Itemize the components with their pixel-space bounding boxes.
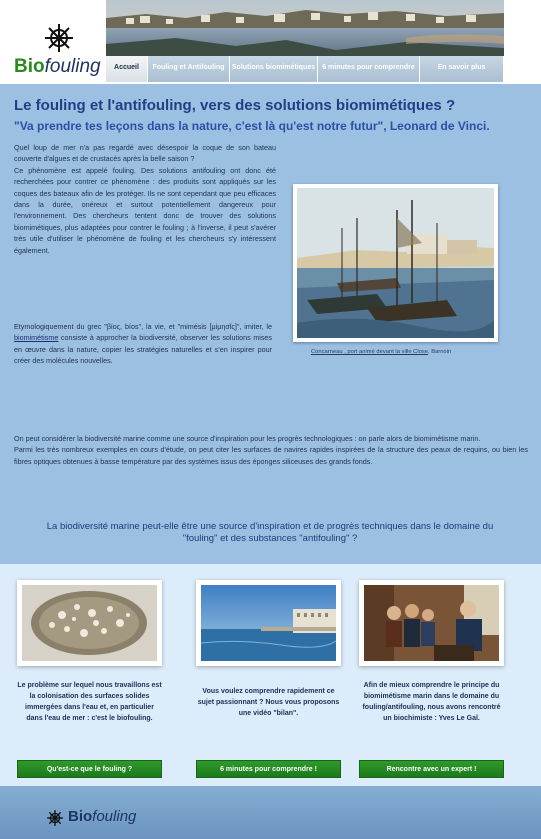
nav-accueil[interactable]: Accueil xyxy=(106,56,148,82)
card-expert-text: Afin de mieux comprendre le principe du biomimétisme marin dans le domaine du fouling/antifouling, nous avons rencontré un biochimiste : Yves Le Gal. xyxy=(362,682,501,722)
brand-name xyxy=(14,56,101,78)
header-harbour-photo xyxy=(106,0,504,56)
main-navigation xyxy=(106,56,504,82)
biomimetisme-link[interactable]: biomimétisme xyxy=(14,333,59,343)
site-logo[interactable] xyxy=(0,0,106,84)
card-fouling-button[interactable]: Qu'est-ce que le fouling ? xyxy=(17,760,162,778)
card-video-text: Vous voulez comprendre rapidement ce sujet passionnant ? Nous vous proposons une vidéo "bilan". xyxy=(197,688,340,717)
intro-paragraph xyxy=(14,142,276,256)
marine-biodiversity-paragraph xyxy=(14,433,528,467)
nav-6-minutes[interactable]: 6 minutes pour comprendre xyxy=(318,56,420,82)
brand-fouling: fouling xyxy=(44,56,101,77)
etymology-text-b: consiste à approcher la biodiversité, observer les solutions mises en œuvre dans la nature, copier les stratégies naturelles et s'en inspirer pour créer des molécules nouvelles. xyxy=(14,333,272,366)
card-video-image[interactable] xyxy=(196,580,341,666)
footer-brand-name xyxy=(68,808,136,825)
header-spacer xyxy=(504,0,541,84)
ships-wheel-icon xyxy=(46,809,64,827)
ships-wheel-icon xyxy=(43,22,75,54)
etymology-text-a: Etymologiquement du grec "βίος, bíos", la vie, et "mimésis [μίμησῐς]", imiter, le xyxy=(14,322,272,331)
painting-caption-author: , Barnoin xyxy=(427,349,452,355)
painting-caption-link[interactable]: Concarneau , port animé devant la ville Close xyxy=(311,349,428,355)
nav-solutions-biomimetiques[interactable]: Solutions biomimétiques xyxy=(230,56,318,82)
brand-bio: Bio xyxy=(14,56,45,77)
card-video-button[interactable]: 6 minutes pour comprendre ! xyxy=(196,760,341,778)
marine-biodiversity-text-a: On peut considérer la biodiversité marine comme une source d'inspiration pour les progrès technologiques : on parle alors de biomimétisme marin. xyxy=(14,434,481,443)
marine-biodiversity-text-b: Parmi les très nombreux exemples en cours d'étude, on peut citer les surfaces de navires rapides inspirées de la structure des peaux de requins, ou bien les fibres optiques obtenues à basse température par des systèmes issus des éponges siliceuses des grands fonds. xyxy=(14,445,528,466)
painting-caption xyxy=(311,349,491,356)
key-question: La biodiversité marine peut-elle être une source d'inspiration et de progrès techniques dans le domaine du "fouling" et des substances "antifouling" ? xyxy=(46,521,494,544)
nav-fouling-antifouling[interactable]: Fouling et Antifouling xyxy=(148,56,230,82)
etymology-paragraph xyxy=(14,321,272,367)
intro-question: Quel loup de mer n'a pas regardé avec désespoir la coque de son bateau couverte d'algues et de crustacés après la belle saison ? xyxy=(14,143,276,164)
feature-cards xyxy=(0,564,541,786)
concarneau-painting xyxy=(293,184,498,342)
card-expert-image[interactable] xyxy=(359,580,504,666)
footer-brand-bio: Bio xyxy=(68,808,93,825)
page-subtitle-quote: "Va prendre tes leçons dans la nature, c'est là qu'est notre futur", Leonard de Vinci. xyxy=(14,119,490,133)
nav-en-savoir-plus[interactable]: En savoir plus xyxy=(420,56,504,82)
page-title: Le fouling et l'antifouling, vers des solutions biomimétiques ? xyxy=(14,97,456,114)
card-fouling-text: Le problème sur lequel nous travaillons est la colonisation des surfaces solides immergées dans l'eau et, en particulier dans l'eau de mer : c'est le biofouling. xyxy=(17,682,162,722)
card-fouling-image[interactable] xyxy=(17,580,162,666)
main-content xyxy=(0,84,541,564)
card-expert-button[interactable]: Rencontre avec un expert ! xyxy=(359,760,504,778)
footer-brand-fouling: fouling xyxy=(92,808,137,825)
intro-fouling-text: Ce phénomène est appelé fouling. Des solutions antifouling ont donc été recherchées pour contrer ce phénomène : des produits sont appliqués sur les coques des bateaux afin de les protéger. Ils ne sont cependant que peu efficaces dans la durée, onéreux et surtout potentiellement dangereux pour l'environnement. Des chercheurs tentent donc de trouver des solutions biomimétiques, plus adaptées pour contrer le fouling ; à l'inverse, il peut s'avérer très utile d'utiliser le phénomène de fouling et les chercheurs s'y intéressent également. xyxy=(14,165,276,255)
